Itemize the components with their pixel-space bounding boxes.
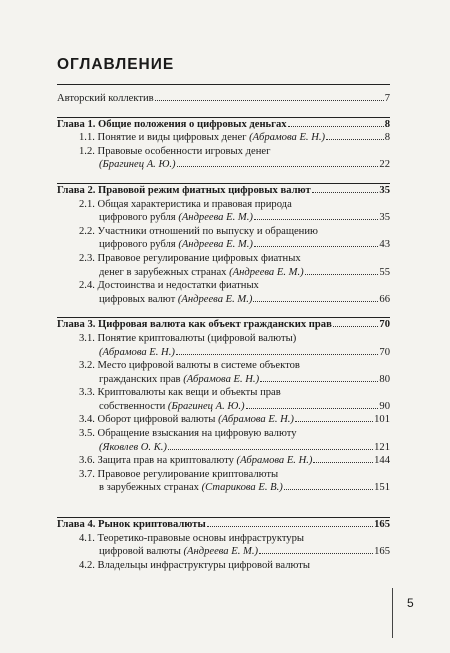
leader-dots <box>246 400 379 409</box>
leader-dots <box>259 545 373 554</box>
section-title: 1.1. Понятие и виды цифровых денег <box>79 132 250 144</box>
section-title: 3.3. Криптовалюты как вещи и объекты прав <box>79 387 281 399</box>
toc-section-3-4 <box>57 413 390 427</box>
leader-dots <box>313 454 373 463</box>
toc-section-3-5-line1 <box>57 427 390 441</box>
leader-dots <box>207 518 373 527</box>
section-page: 151 <box>374 482 390 494</box>
page-number: 5 <box>407 596 414 610</box>
chapter-page: 165 <box>374 519 390 531</box>
section-author: (Абрамова Е. Н.) <box>249 132 326 144</box>
leader-dots <box>305 266 379 275</box>
section-title: 3.2. Место цифровой валюты в системе объектов <box>79 360 300 372</box>
toc-section-3-2-line2 <box>57 373 390 387</box>
section-author: (Абрамова Е. Н.) <box>236 455 313 467</box>
leader-dots <box>312 184 379 193</box>
toc-section-3-3-line1 <box>57 386 390 400</box>
toc-section-2-4-line2 <box>57 293 390 307</box>
toc-section-3-6 <box>57 454 390 468</box>
leader-dots <box>295 413 373 422</box>
entry-page: 7 <box>384 93 390 104</box>
toc-section-4-2-line1 <box>57 559 390 573</box>
leader-dots <box>260 373 378 382</box>
section-page: 70 <box>379 346 390 358</box>
toc-chapter-4 <box>57 518 390 532</box>
leader-dots <box>176 346 379 355</box>
leader-dots <box>254 211 379 220</box>
section-title: 3.7. Правовое регулирование криптовалюты <box>79 468 279 480</box>
leader-dots <box>326 131 384 140</box>
section-page: 35 <box>379 212 390 224</box>
leader-dots <box>333 318 379 327</box>
chapter-title: Глава 2. Правовой режим фиатных цифровых валют <box>57 184 311 196</box>
section-title: 2.2. Участники отношений по выпуску и обращению <box>79 225 318 237</box>
toc-section-1-2-line1 <box>57 145 390 159</box>
section-title: 4.2. Владельцы инфраструктуры цифровой валюты <box>79 559 311 571</box>
chapter-title: Глава 1. Общие положения о цифровых деньгах <box>57 118 287 130</box>
leader-dots <box>288 118 384 127</box>
toc-section-2-2-line2 <box>57 238 390 252</box>
toc-heading: ОГЛАВЛЕНИЕ <box>57 56 175 73</box>
section-author: (Яковлев О. К.) <box>99 441 167 453</box>
toc-section-2-3-line1 <box>57 252 390 266</box>
toc-section-3-3-line2 <box>57 400 390 414</box>
toc-chapter-1 <box>57 118 390 132</box>
section-title-cont: собственности <box>99 400 168 412</box>
section-title-cont: гражданских прав <box>99 373 184 385</box>
section-title: 1.2. Правовые особенности игровых денег <box>79 145 271 157</box>
toc-section-2-4-line1 <box>57 279 390 293</box>
leader-dots <box>254 238 379 247</box>
table-of-contents <box>57 84 390 572</box>
section-title: 3.6. Защита прав на криптовалюту <box>79 455 237 467</box>
section-title-cont: цифровых валют <box>99 293 178 305</box>
section-author: (Андреева Е. М.) <box>177 293 253 305</box>
section-page: 101 <box>374 414 390 426</box>
toc-section-2-1-line1 <box>57 198 390 212</box>
toc-section-1-1 <box>57 131 390 145</box>
section-title: 2.4. Достоинства и недостатки фиатных <box>79 280 259 292</box>
section-page: 43 <box>379 239 390 251</box>
toc-section-3-5-line2 <box>57 441 390 455</box>
toc-section-2-1-line2 <box>57 211 390 225</box>
section-page: 121 <box>374 441 390 453</box>
leader-dots <box>155 92 384 101</box>
toc-section-2-2-line1 <box>57 225 390 239</box>
section-author: (Брагинец А. Ю.) <box>99 159 176 171</box>
section-author: (Андреева Е. М.) <box>229 266 304 278</box>
section-author: (Абрамова Е. Н.) <box>218 414 294 426</box>
toc-section-4-1-line1 <box>57 532 390 546</box>
toc-section-2-3-line2 <box>57 266 390 280</box>
entry-title: Авторский коллектив <box>57 93 154 104</box>
section-page: 55 <box>379 266 390 278</box>
toc-section-4-1-line2 <box>57 545 390 559</box>
toc-section-1-2-line2 <box>57 158 390 172</box>
page-edge-rule <box>392 588 393 638</box>
chapter-page: 35 <box>379 184 390 196</box>
chapter-title: Глава 3. Цифровая валюта как объект гражданских прав <box>57 319 332 331</box>
section-author: (Андреева Е. М.) <box>178 239 253 251</box>
chapter-page: 70 <box>379 319 390 331</box>
toc-section-3-1-line2 <box>57 346 390 360</box>
section-author: (Андреева Е. М.) <box>183 546 259 558</box>
section-title: 3.5. Обращение взыскания на цифровую валюту <box>79 428 297 440</box>
leader-dots <box>253 293 378 302</box>
chapter-title: Глава 4. Рынок криптовалюты <box>57 519 206 531</box>
section-author: (Старикова Е. В.) <box>201 482 283 494</box>
section-title-cont: цифрового рубля <box>99 212 179 224</box>
leader-dots <box>284 481 373 490</box>
section-author: (Абрамова Е. Н.) <box>99 346 175 358</box>
section-title-cont: цифровой валюты <box>99 546 184 558</box>
chapter-page: 8 <box>384 118 390 130</box>
section-page: 8 <box>384 132 390 144</box>
toc-section-3-7-line2 <box>57 481 390 495</box>
section-page: 90 <box>379 400 390 412</box>
leader-dots <box>168 441 373 450</box>
toc-section-3-2-line1 <box>57 359 390 373</box>
toc-section-3-7-line1 <box>57 468 390 482</box>
section-page: 165 <box>374 546 390 558</box>
section-title: 2.1. Общая характеристика и правовая природа <box>79 198 292 210</box>
section-page: 80 <box>379 373 390 385</box>
section-page: 144 <box>374 455 390 467</box>
section-title-cont: в зарубежных странах <box>99 482 202 494</box>
toc-section-3-1-line1 <box>57 332 390 346</box>
section-author: (Брагинец А. Ю.) <box>167 400 245 412</box>
section-author: (Андреева Е. М.) <box>178 212 253 224</box>
section-page: 22 <box>379 159 390 171</box>
toc-entry-authors <box>57 92 390 106</box>
section-title: 3.4. Оборот цифровой валюты <box>79 414 219 426</box>
section-title: 2.3. Правовое регулирование цифровых фиатных <box>79 252 301 264</box>
toc-chapter-3 <box>57 318 390 332</box>
leader-dots <box>177 158 379 167</box>
section-title-cont: цифрового рубля <box>99 239 179 251</box>
section-author: (Абрамова Е. Н.) <box>183 373 260 385</box>
section-title: 4.1. Теоретико-правовые основы инфраструктуры <box>79 532 305 544</box>
section-title: 3.1. Понятие криптовалюты (цифровой валюты) <box>79 332 297 344</box>
section-title-cont: денег в зарубежных странах <box>99 266 230 278</box>
toc-chapter-2 <box>57 184 390 198</box>
section-page: 66 <box>379 293 390 305</box>
